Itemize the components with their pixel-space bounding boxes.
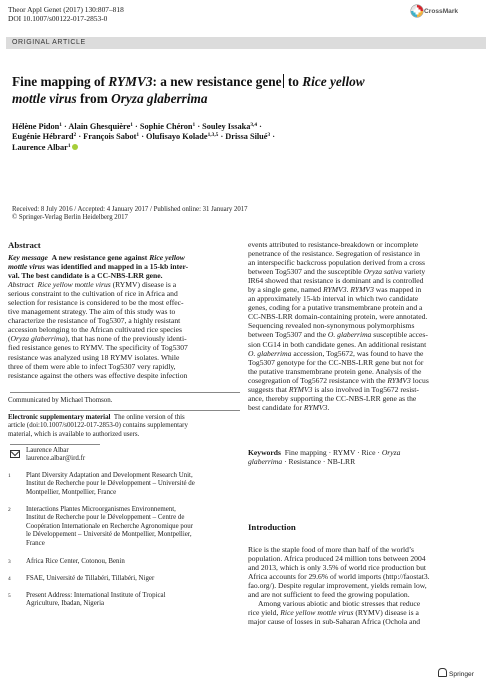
copyright-line: © Springer-Verlag Berlin Heidelberg 2017 xyxy=(12,214,128,222)
author-name[interactable]: Eugénie Hébrard xyxy=(12,132,74,142)
received-accepted-line: Received: 8 July 2016 / Accepted: 4 January 2017 / Published online: 31 January 2017 xyxy=(12,206,248,213)
springer-horse-icon xyxy=(438,668,447,677)
orcid-icon[interactable] xyxy=(72,144,78,150)
abstract-heading: Abstract xyxy=(8,240,41,250)
communicated-by: Communicated by Michael Thomson. xyxy=(8,397,113,404)
divider xyxy=(10,444,100,445)
corresponding-author xyxy=(26,447,85,464)
publisher-logo xyxy=(438,668,474,678)
affiliation: 1 Plant Diversity Adaptation and Development Research Unit, Institut de Recherche pour le Développement – Université de Montpellier, Montpellier, France xyxy=(8,472,195,496)
faostat-link[interactable]: fao.org/ xyxy=(248,581,272,591)
author-name[interactable]: Olufisayo Kolade xyxy=(146,132,208,142)
contact-name: Laurence Albar xyxy=(26,447,69,454)
envelope-icon xyxy=(10,450,20,458)
author-name[interactable]: Laurence Albar xyxy=(12,142,68,152)
text-cursor xyxy=(283,74,284,88)
affiliation-ref: 1 xyxy=(67,142,71,149)
faostat-link[interactable]: http://faostat3. xyxy=(385,572,430,582)
affiliation-ref: 2 xyxy=(73,132,77,139)
esm-note: Electronic supplementary material The online version of this article (doi:10.1007/s00122-017-2853-0) contains supplementary material, which is available to authorized users. xyxy=(8,414,188,438)
article-title: Fine mapping of RYMV3: a new resistance gene to Rice yellow mottle virus from Oryza glaberrima xyxy=(12,74,365,106)
author-list xyxy=(12,122,482,153)
affiliation: 3 Africa Rice Center, Cotonou, Benin xyxy=(8,558,125,565)
author-name[interactable]: Drissa Silué xyxy=(225,132,268,142)
author-name[interactable]: Sophie Chéron xyxy=(139,122,193,131)
publisher-label: Springer xyxy=(449,671,474,678)
introduction-heading: Introduction xyxy=(248,522,296,532)
affiliation-ref: 1 xyxy=(59,122,62,128)
introduction-text: Rice is the staple food of more than half of the world’s population. Africa produced 24 million tons between 2004 and 2013, which is only 3.5% of world rice production but Africa accounts for 29.6% of world imports (http://faostat3. fao.org/). Despite regular improvement, yields remain low, and are not sufficient to feed the growing population. Among various abiotic and biotic stresses that reduce rice yield, Rice yellow mottle virus (RYMV) disease is a major cause of losses in sub-Saharan Africa (Ochola and xyxy=(248,545,430,627)
author-line: Hélène Pidon$^1$ · Alain Ghesquière$^1$ · Sophie Chéron$^1$ · Souley Issaka$^{3,4}$ · xyxy=(12,122,262,131)
keywords: Keywords Fine mapping · RYMV · Rice · Oryza glaberrima · Resistance · NB-LRR xyxy=(248,448,401,467)
affiliation-ref: 1,3,5 xyxy=(207,132,219,139)
keywords-label: Keywords xyxy=(248,448,281,457)
doi-line: DOI 10.1007/s00122-017-2853-0 xyxy=(8,13,108,23)
divider xyxy=(10,392,240,393)
author-name[interactable]: Alain Ghesquière xyxy=(68,122,131,131)
divider xyxy=(10,410,240,411)
contact-email[interactable]: laurence.albar@ird.fr xyxy=(26,455,86,463)
journal-line: Theor Appl Genet (2017) 130:807–818 xyxy=(8,5,124,14)
crossmark-label: CrossMark xyxy=(424,8,459,15)
article-type-bar xyxy=(6,37,486,49)
author-line: Eugénie Hébrard$^2$ · François Sabot$^1$ · Olufisayo Kolade$^{1,3,5}$ · Drissa Silué$^3$ · xyxy=(12,132,276,142)
author-name[interactable]: Souley Issaka xyxy=(202,122,251,131)
affiliation-ref: 3,4 xyxy=(250,122,258,128)
publication-dates xyxy=(12,206,248,223)
affiliation: 4 FSAE, Université de Tillabéri, Tillabéri, Niger xyxy=(8,575,155,582)
abstract-left-column: Key message A new resistance gene against Rice yellow mottle virus was identified and mapped in a 15-kb inter- val. The best candidate is a CC-NBS-LRR gene. Abstract Rice yellow mottle virus (RYMV) disease is a serious constraint to the cultivation of rice in Africa and selection for resistance is considered to be the most effec- tive management strategy. The aim of this study was to characterize the resistance of Tog5307, a highly resistant accession belonging to the African cultivated rice species (Oryza glaberrima), that has none of the previously identi- fied resistance genes to RYMV. The specificity of Tog5307 resistance was analyzed using 18 RYMV isolates. While three of them were able to infect Tog5307 very rapidly, resistance against the others was effective despite infection xyxy=(8,253,189,380)
affiliation-ref: 3 xyxy=(267,132,271,139)
author-name[interactable]: Hélène Pidon xyxy=(12,122,60,131)
affiliation-ref: 1 xyxy=(130,122,133,128)
crossmark-button[interactable] xyxy=(410,4,484,26)
crossmark-icon xyxy=(410,4,424,18)
article-type-label: ORIGINAL ARTICLE xyxy=(12,38,86,46)
abstract-right-column: events attributed to resistance-breakdown or incomplete penetrance of the resistance. Segregation of resistance in an interspecific backcross population derived from a cross between Tog5307 and the susceptible Oryza sativa variety IR64 showed that resistance is dominant and is controlled by a single gene, named RYMV3. RYMV3 was mapped in an approximately 15-kb interval in which two candidate genes, coding for a putative transmembrane protein and a CC-NBS-LRR domain-containing protein, were annotated. Sequencing revealed non-synonymous polymorphisms between Tog5307 and the O. glaberrima susceptible acces- sion CG14 in both candidate genes. An additional resistant O. glaberrima accession, Tog5672, was found to have the Tog5307 genotype for the CC-NBS-LRR gene but not for the putative transmembrane protein gene. Analysis of the cosegregation of Tog5672 resistance with the RYMV3 locus suggests that RYMV3 is also involved in Tog5672 resist- ance, thereby supporting the CC-NBS-LRR gene as the best candidate for RYMV3. xyxy=(248,240,429,412)
affiliation: 2 Interactions Plantes Microorganismes Environnement, Institut de Recherche pour le Développement – Centre de Coopération Internationale en Recherche Agronomique pour le Développement – Université de Montpellier, Montpellier, France xyxy=(8,506,194,547)
affiliations xyxy=(8,472,235,612)
affiliation: 5 Present Address: International Institute of Tropical Agriculture, Ibadan, Nigeria xyxy=(8,592,166,608)
journal-citation xyxy=(8,6,124,23)
author-name[interactable]: François Sabot xyxy=(83,132,137,142)
affiliation-ref: 1 xyxy=(192,122,196,128)
affiliation-ref: 1 xyxy=(136,132,140,139)
author-line xyxy=(12,143,482,153)
